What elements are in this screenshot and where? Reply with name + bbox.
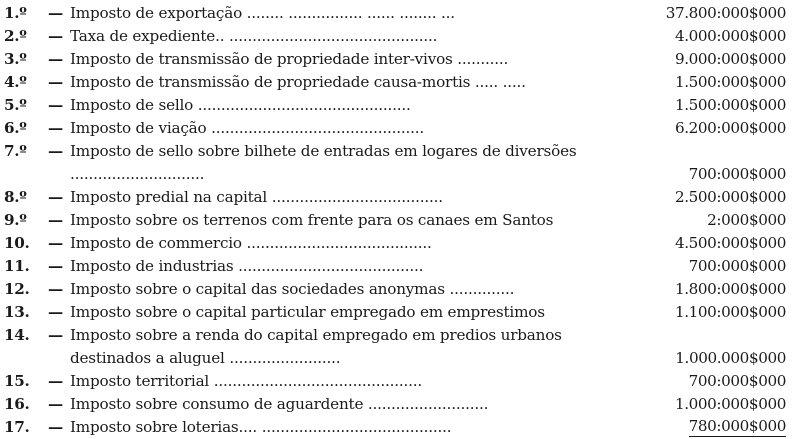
- item-amount: 1.800:000$000: [674, 280, 786, 298]
- item-text: Imposto predial na capital: [70, 188, 268, 206]
- item-amount: 2:000$000: [707, 211, 786, 229]
- item-dash: —: [48, 119, 64, 137]
- list-item: [0, 370, 800, 393]
- item-dash: —: [48, 326, 64, 344]
- item-amount: 37.800:000$000: [665, 4, 786, 22]
- item-number: 16.: [4, 395, 30, 413]
- list-item: [0, 393, 800, 416]
- item-leader-dots: .........................................: [261, 418, 452, 436]
- item-number: 3.º: [4, 50, 27, 68]
- item-description: [70, 25, 638, 48]
- item-text: Imposto territorial: [70, 372, 210, 390]
- item-dash: —: [48, 418, 64, 436]
- item-amount: 700:000$000: [688, 257, 786, 275]
- item-number: 9.º: [4, 211, 27, 229]
- item-number: 5.º: [4, 96, 27, 114]
- list-item: [0, 232, 800, 255]
- item-dash: —: [48, 257, 64, 275]
- item-amount: 1.000:000$000: [674, 395, 786, 413]
- item-amount: 9.000:000$000: [674, 50, 786, 68]
- item-description: [70, 186, 638, 209]
- item-number: 15.: [4, 372, 30, 390]
- item-leader-dots: ..........................: [367, 395, 489, 413]
- item-text: Imposto sobre consumo de aguardente: [70, 395, 364, 413]
- item-dash: —: [48, 395, 64, 413]
- item-description: [70, 209, 638, 232]
- item-dash: —: [48, 4, 64, 22]
- item-leader-dots: .....................................: [271, 188, 443, 206]
- item-number: 7.º: [4, 142, 27, 160]
- item-leader-dots: ..............: [449, 280, 515, 298]
- item-leader-dots: .............................................: [213, 372, 422, 390]
- item-number: 4.º: [4, 73, 27, 91]
- item-description: [70, 416, 638, 439]
- item-description: [70, 71, 638, 94]
- item-text: Imposto de industrias: [70, 257, 234, 275]
- item-text: Imposto sobre loterias....: [70, 418, 258, 436]
- item-text: Imposto de commercio: [70, 234, 242, 252]
- item-number: 10.: [4, 234, 30, 252]
- list-item: [0, 117, 800, 140]
- item-description: [70, 324, 640, 370]
- item-number: 11.: [4, 257, 30, 275]
- list-item: [0, 324, 800, 370]
- item-number: 2.º: [4, 27, 27, 45]
- list-item: [0, 2, 800, 25]
- item-text: Imposto sobre o capital particular empregado em emprestimos: [70, 303, 545, 321]
- item-leader-dots: ........................................: [246, 234, 432, 252]
- item-description: [70, 2, 638, 25]
- item-number: 1.º: [4, 4, 27, 22]
- item-amount: 1.500:000$000: [674, 73, 786, 91]
- item-amount: 2.500:000$000: [674, 188, 786, 206]
- list-item: [0, 71, 800, 94]
- item-description: [70, 255, 638, 278]
- item-amount: 700:000$000: [688, 165, 786, 183]
- list-item: [0, 301, 800, 324]
- item-amount: 1.000.000$000: [675, 349, 786, 367]
- item-amount: 700:000$000: [688, 372, 786, 390]
- item-amount: 780:000$000: [688, 417, 786, 435]
- item-dash: —: [48, 73, 64, 91]
- item-dash: —: [48, 50, 64, 68]
- item-description: [70, 232, 638, 255]
- item-text: Imposto sobre o capital das sociedades anonymas: [70, 280, 445, 298]
- item-leader-dots: ..............................................: [211, 119, 424, 137]
- item-text: Imposto de exportação: [70, 4, 243, 22]
- item-text: Imposto de transmissão de propriedade inter-vivos: [70, 50, 453, 68]
- item-description: [70, 117, 638, 140]
- item-description: [70, 48, 638, 71]
- item-description: [70, 140, 640, 186]
- item-number: 13.: [4, 303, 30, 321]
- item-text: Imposto de sello: [70, 96, 194, 114]
- item-dash: —: [48, 188, 64, 206]
- item-text: Taxa de expediente..: [70, 27, 225, 45]
- list-item: [0, 278, 800, 301]
- tax-list: [0, 2, 800, 436]
- item-leader-dots: ..............................................: [197, 96, 411, 114]
- item-text: Imposto sobre os terrenos com frente para os canaes em Santos: [70, 211, 554, 229]
- item-dash: —: [48, 372, 64, 390]
- item-amount: 4.000:000$000: [674, 27, 786, 45]
- item-leader-dots: ........................: [229, 349, 341, 367]
- item-dash: —: [48, 27, 64, 45]
- item-dash: —: [48, 142, 64, 160]
- item-description: [70, 393, 638, 416]
- item-amount: 4.500:000$000: [674, 234, 786, 252]
- item-number: 8.º: [4, 188, 27, 206]
- item-text: Imposto sobre a renda do capital empregado em predios urbanos destinados a aluguel: [70, 326, 562, 367]
- item-number: 14.: [4, 326, 30, 344]
- list-item: [0, 94, 800, 117]
- list-item: [0, 25, 800, 48]
- item-text: Imposto de sello sobre bilhete de entradas em logares de diversões: [70, 142, 577, 160]
- item-dash: —: [48, 303, 64, 321]
- item-amount: 1.500:000$000: [674, 96, 786, 114]
- item-description: [70, 301, 638, 324]
- item-text: Imposto de transmissão de propriedade causa-mortis: [70, 73, 471, 91]
- item-dash: —: [48, 96, 64, 114]
- item-number: 6.º: [4, 119, 27, 137]
- item-dash: —: [48, 280, 64, 298]
- item-leader-dots: ..... .....: [474, 73, 526, 91]
- item-leader-dots: ........................................: [238, 257, 424, 275]
- item-dash: —: [48, 234, 64, 252]
- item-leader-dots: .............................: [70, 165, 205, 183]
- item-leader-dots: .............................................: [229, 27, 438, 45]
- item-number: 12.: [4, 280, 30, 298]
- item-amount: 1.100:000$000: [674, 303, 786, 321]
- item-description: [70, 370, 638, 393]
- item-dash: —: [48, 211, 64, 229]
- list-item: [0, 186, 800, 209]
- list-item: [0, 416, 800, 439]
- list-item: [0, 48, 800, 71]
- item-description: [70, 278, 638, 301]
- list-item: [0, 255, 800, 278]
- item-leader-dots: ...........: [457, 50, 509, 68]
- list-item: [0, 209, 800, 232]
- item-number: 17.: [4, 418, 30, 436]
- item-text: Imposto de viação: [70, 119, 207, 137]
- item-leader-dots: ........ ................ ...... ........ ...: [246, 4, 455, 22]
- list-item: [0, 140, 800, 186]
- item-description: [70, 94, 638, 117]
- item-amount: 6.200:000$000: [674, 119, 786, 137]
